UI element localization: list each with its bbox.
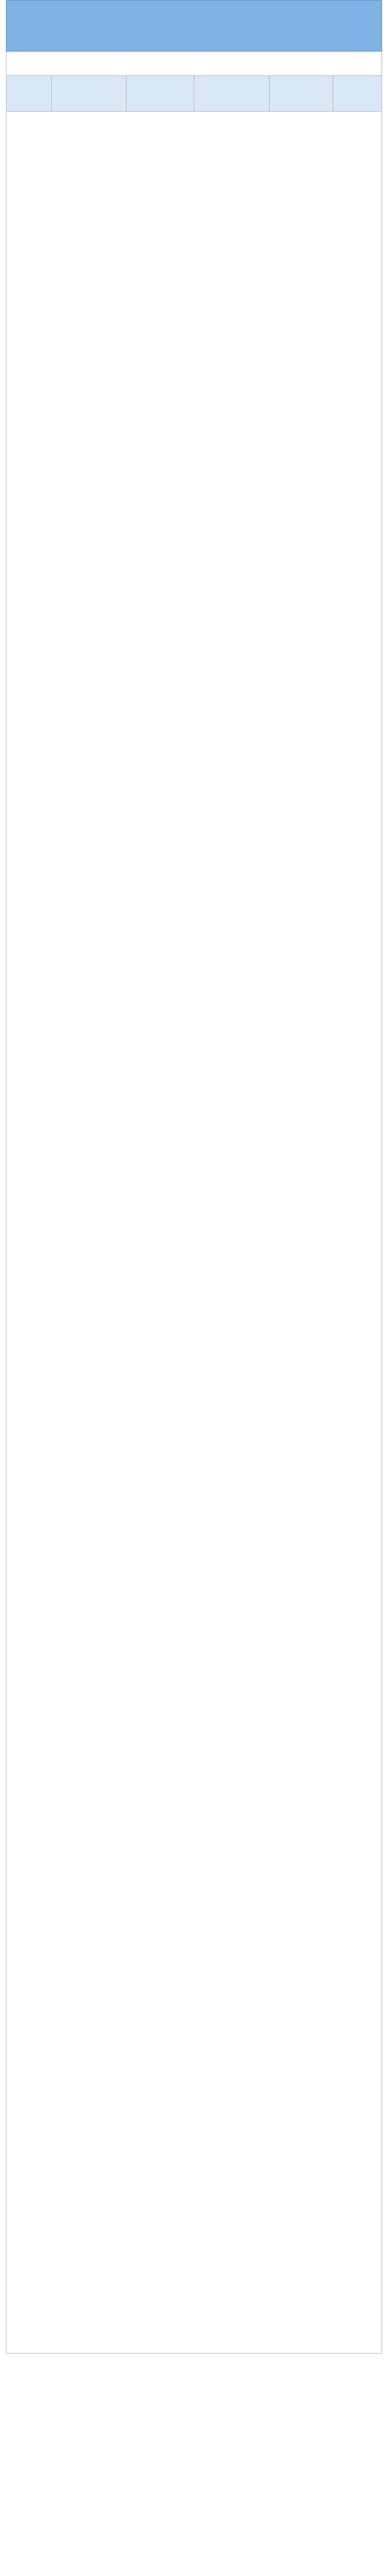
table-header-row xyxy=(6,76,382,112)
clinic-table xyxy=(6,75,382,2354)
stat-date xyxy=(6,52,382,75)
header-opening-hours xyxy=(127,76,194,112)
table-body xyxy=(6,112,382,2354)
header-clinic-address xyxy=(194,76,269,112)
header-town xyxy=(6,76,52,112)
placeholder-cell xyxy=(6,112,382,2354)
page-title xyxy=(6,0,382,52)
placeholder-row xyxy=(6,112,382,2354)
header-clinic-name xyxy=(51,76,127,112)
header-phone xyxy=(269,76,333,112)
header-official-account xyxy=(333,76,382,112)
